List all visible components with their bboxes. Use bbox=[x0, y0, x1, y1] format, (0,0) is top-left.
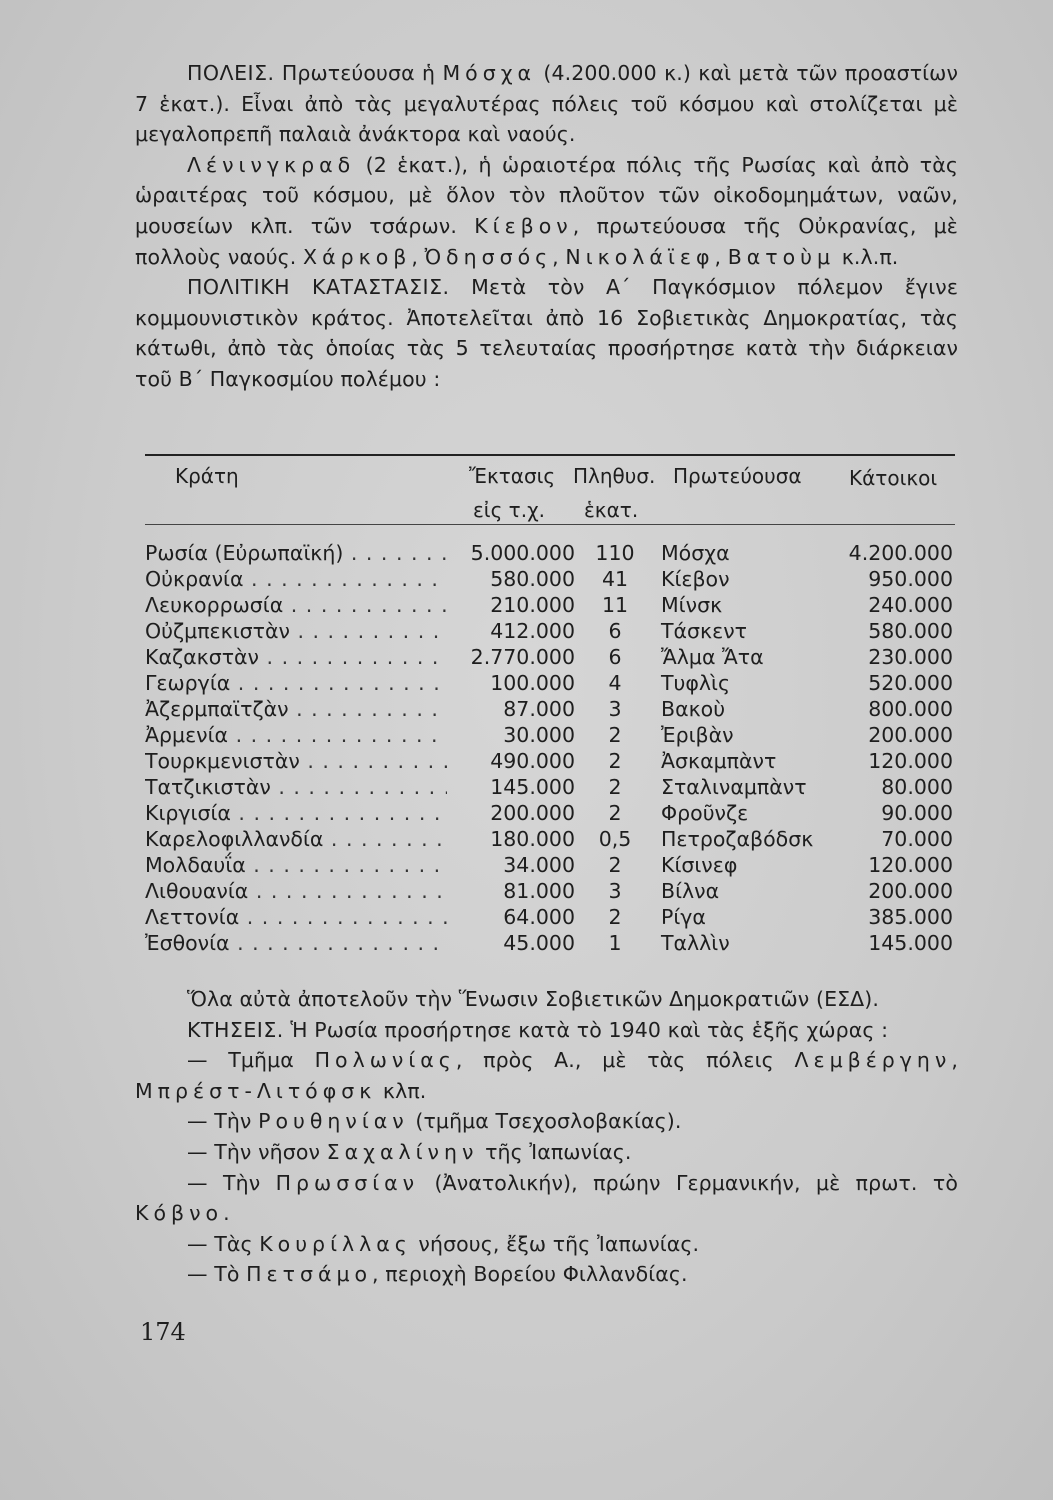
intro-text bbox=[135, 58, 958, 395]
state-area: 200.000 bbox=[490, 801, 575, 825]
state-name: Ἀζερμπαϊτζὰν . . . bbox=[145, 696, 447, 722]
table-row bbox=[135, 904, 955, 930]
capital-inhabitants: 90.000 bbox=[881, 801, 953, 825]
city-odessa: Ὀδησσός bbox=[424, 244, 553, 269]
state-capital: Ρίγα bbox=[661, 905, 706, 929]
table-row bbox=[135, 696, 955, 722]
header-states: Κράτη bbox=[175, 464, 239, 488]
capital-inhabitants: 70.000 bbox=[881, 827, 953, 851]
city-nikolaev: Νικολάϊεφ bbox=[565, 244, 715, 269]
state-name: Καρελοφιλλανδία . . . bbox=[145, 826, 447, 852]
acq-item-poland: — Τμῆμα Πολωνίας, πρὸς Α., μὲ τὰς πόλεις Λεμβέργην, Μπρέστ-Λιτόφσκ κλπ. bbox=[135, 1048, 958, 1103]
city-kiev: Κίεβον bbox=[474, 213, 573, 238]
state-capital: Μίνσκ bbox=[661, 593, 723, 617]
header-population-unit: ἑκατ. bbox=[584, 498, 639, 522]
state-capital: Τυφλὶς bbox=[661, 671, 731, 695]
cities-paragraph: ΠΟΛΕΙΣ. Πρωτεύουσα ἡ Μόσχα (4.200.000 κ.) καὶ μετὰ τῶν προαστίων 7 ἑκατ.). Εἶναι ἀπὸ τὰς μεγαλυτέρας πόλεις τοῦ κόσμου καὶ στολίζεται μὲ μεγαλοπρεπῆ παλαιὰ ἀνάκτορα καὶ ναούς. bbox=[135, 61, 959, 147]
state-area: 580.000 bbox=[490, 567, 575, 591]
state-name: Ρωσία (Εὐρωπαϊκή) . . . bbox=[145, 540, 447, 566]
state-name: Κιργισία . . . bbox=[145, 800, 447, 826]
table-row bbox=[135, 852, 955, 878]
state-name: Οὐζμπεκιστὰν . . . bbox=[145, 618, 447, 644]
state-capital: Ταλλὶν bbox=[661, 931, 730, 955]
city-batumi: Βατοὺμ bbox=[727, 244, 836, 269]
header-capital: Πρωτεύουσα bbox=[673, 464, 802, 488]
state-area: 180.000 bbox=[490, 827, 575, 851]
header-population: Πληθυσ. bbox=[573, 464, 656, 488]
state-name: Λευκορρωσία . . . bbox=[145, 592, 447, 618]
state-area: 81.000 bbox=[503, 879, 575, 903]
heading-politics: ΠΟΛΙΤΙΚΗ ΚΑΤΑΣΤΑΣΙΣ. bbox=[187, 275, 450, 300]
capital-inhabitants: 385.000 bbox=[868, 905, 953, 929]
acq-item-kurils: — Τὰς Κουρίλλας νήσους, ἔξω τῆς Ἰαπωνίας. bbox=[187, 1231, 700, 1256]
state-area: 2.770.000 bbox=[470, 645, 575, 669]
table-row bbox=[135, 800, 955, 826]
capital-inhabitants: 200.000 bbox=[868, 879, 953, 903]
state-capital: Ἀσκαμπὰντ bbox=[661, 749, 777, 773]
capital-inhabitants: 520.000 bbox=[868, 671, 953, 695]
state-area: 87.000 bbox=[503, 697, 575, 721]
header-inhabitants: Κάτοικοι bbox=[849, 466, 938, 490]
capital-inhabitants: 200.000 bbox=[868, 723, 953, 747]
state-population: 1 bbox=[608, 931, 622, 955]
capital-inhabitants: 230.000 bbox=[868, 645, 953, 669]
page-number: 174 bbox=[140, 1318, 186, 1346]
table-row bbox=[135, 774, 955, 800]
state-population: 2 bbox=[608, 801, 622, 825]
city-moscow: Μόσχα bbox=[442, 61, 537, 85]
state-population: 2 bbox=[608, 723, 622, 747]
state-population: 2 bbox=[608, 749, 622, 773]
table-row bbox=[135, 748, 955, 774]
state-population: 11 bbox=[601, 593, 629, 617]
state-area: 412.000 bbox=[490, 619, 575, 643]
state-population: 2 bbox=[608, 905, 622, 929]
acq-item-prussia: — Τὴν Πρωσσίαν (Ἀνατολικήν), πρώην Γερμανικήν, μὲ πρωτ. τὸ Κόβνο. bbox=[135, 1170, 958, 1226]
table-row bbox=[135, 826, 955, 852]
state-capital: Βίλνα bbox=[661, 879, 720, 903]
state-area: 45.000 bbox=[503, 931, 575, 955]
state-population: 2 bbox=[608, 853, 622, 877]
state-area: 490.000 bbox=[490, 749, 575, 773]
table-row bbox=[135, 644, 955, 670]
state-capital: Ἐριβὰν bbox=[661, 723, 734, 747]
state-capital: Κίσινεφ bbox=[661, 853, 738, 877]
state-name: Ἀρμενία . . . bbox=[145, 722, 447, 748]
header-area-unit: εἰς τ.χ. bbox=[473, 498, 545, 522]
table-body bbox=[135, 540, 955, 956]
city-kharkov: Χάρκοβ bbox=[303, 244, 412, 269]
table-top-rule bbox=[145, 454, 955, 456]
state-population: 41 bbox=[601, 567, 629, 591]
state-population: 2 bbox=[608, 775, 622, 799]
table-row bbox=[135, 592, 955, 618]
capital-inhabitants: 120.000 bbox=[868, 749, 953, 773]
capital-inhabitants: 80.000 bbox=[881, 775, 953, 799]
capital-inhabitants: 240.000 bbox=[868, 593, 953, 617]
table-row bbox=[135, 566, 955, 592]
state-name: Τατζικιστὰν . . . bbox=[145, 774, 447, 800]
table-row bbox=[135, 930, 955, 956]
capital-inhabitants: 4.200.000 bbox=[848, 541, 953, 565]
state-capital: Πετροζαβόδσκ bbox=[661, 827, 814, 851]
state-name: Τουρκμενιστὰν . . . bbox=[145, 748, 447, 774]
state-name: Οὐκρανία . . . bbox=[145, 566, 447, 592]
summary-line: Ὅλα αὐτὰ ἀποτελοῦν τὴν Ἕνωσιν Σοβιετικῶν Δημοκρατιῶν (ΕΣΔ). bbox=[187, 987, 880, 1011]
state-population: 6 bbox=[608, 645, 622, 669]
heading-cities: ΠΟΛΕΙΣ. bbox=[187, 61, 275, 85]
table-row bbox=[135, 618, 955, 644]
state-name: Λεττονία . . . bbox=[145, 904, 447, 930]
leningrad-paragraph: Λένινγκραδ (2 ἑκατ.), ἡ ὡραιοτέρα πόλις τῆς Ρωσίας καὶ ἀπὸ τὰς ὡραιτέρας τοῦ κόσμου, μὲ ὅλον τὸν πλοῦτον τῶν οἰκοδομημάτων, ναῶν, μουσείων κλπ. τῶν τσάρων. Κίεβον, πρωτεύουσα τῆς Οὐκρανίας, μὲ πολλοὺς ναούς. Χάρκοβ, Ὀδησσός, Νικολάϊεφ, Βατοὺμ κ.λ.π. bbox=[135, 152, 958, 269]
state-population: 3 bbox=[608, 879, 622, 903]
table-row bbox=[135, 722, 955, 748]
state-area: 64.000 bbox=[503, 905, 575, 929]
state-population: 3 bbox=[608, 697, 622, 721]
capital-inhabitants: 120.000 bbox=[868, 853, 953, 877]
state-name: Λιθουανία . . . bbox=[145, 878, 447, 904]
state-population: 4 bbox=[608, 671, 622, 695]
state-population: 6 bbox=[608, 619, 622, 643]
state-capital: Κίεβον bbox=[661, 567, 730, 591]
capital-inhabitants: 950.000 bbox=[868, 567, 953, 591]
politics-paragraph: ΠΟΛΙΤΙΚΗ ΚΑΤΑΣΤΑΣΙΣ. Μετὰ τὸν Α΄ Παγκόσμιον πόλεμον ἔγινε κομμουνιστικὸν κράτος. Ἀποτελεῖται ἀπὸ 16 Σοβιετικὰς Δημοκρατίας, τὰς κάτωθι, ἀπὸ τὰς ὁποίας τὰς 5 τελευταίας προσήρτησε κατὰ τὴν διάρκειαν τοῦ Β΄ Παγκοσμίου πολέμου : bbox=[135, 275, 959, 391]
state-area: 5.000.000 bbox=[470, 541, 575, 565]
state-capital: Σταλιναμπὰντ bbox=[661, 775, 807, 799]
state-capital: Ἄλμα Ἄτα bbox=[661, 645, 764, 669]
city-leningrad: Λένινγκραδ bbox=[187, 152, 356, 177]
acq-item-sakhalin: — Τὴν νῆσον Σαχαλίνην τῆς Ἰαπωνίας. bbox=[187, 1139, 632, 1164]
state-capital: Βακοὺ bbox=[661, 697, 726, 721]
acq-item-petsamo: — Τὸ Πετσάμο, περιοχὴ Βορείου Φιλλανδίας. bbox=[187, 1262, 688, 1287]
state-area: 100.000 bbox=[490, 671, 575, 695]
state-population: 0,5 bbox=[598, 827, 632, 851]
state-name: Καζακστὰν . . . bbox=[145, 644, 447, 670]
capital-inhabitants: 145.000 bbox=[868, 931, 953, 955]
state-area: 145.000 bbox=[490, 775, 575, 799]
table-row bbox=[135, 540, 955, 566]
state-area: 30.000 bbox=[503, 723, 575, 747]
state-capital: Φροῦνζε bbox=[661, 801, 749, 825]
table-header-rule bbox=[145, 524, 955, 525]
table-row bbox=[135, 670, 955, 696]
state-area: 34.000 bbox=[503, 853, 575, 877]
state-name: Μολδαυΐα . . . bbox=[145, 852, 447, 878]
after-text bbox=[135, 984, 958, 1290]
state-name: Ἐσθονία . . . bbox=[145, 930, 447, 956]
state-area: 210.000 bbox=[490, 593, 575, 617]
capital-inhabitants: 800.000 bbox=[868, 697, 953, 721]
state-name: Γεωργία . . . bbox=[145, 670, 447, 696]
state-capital: Τάσκεντ bbox=[661, 619, 747, 643]
capital-inhabitants: 580.000 bbox=[868, 619, 953, 643]
table-row bbox=[135, 878, 955, 904]
state-population: 110 bbox=[595, 541, 635, 565]
header-area: Ἔκτασις bbox=[469, 464, 556, 488]
acq-item-ruthenia: — Τὴν Ρουθηνίαν (τμῆμα Τσεχοσλοβακίας). bbox=[187, 1109, 682, 1134]
heading-acquisitions: ΚΤΗΣΕΙΣ. bbox=[187, 1017, 284, 1042]
ktiseis-line: ΚΤΗΣΕΙΣ. Ἡ Ρωσία προσήρτησε κατὰ τὸ 1940 καὶ τὰς ἑξῆς χώρας : bbox=[187, 1017, 889, 1042]
state-capital: Μόσχα bbox=[661, 541, 730, 565]
